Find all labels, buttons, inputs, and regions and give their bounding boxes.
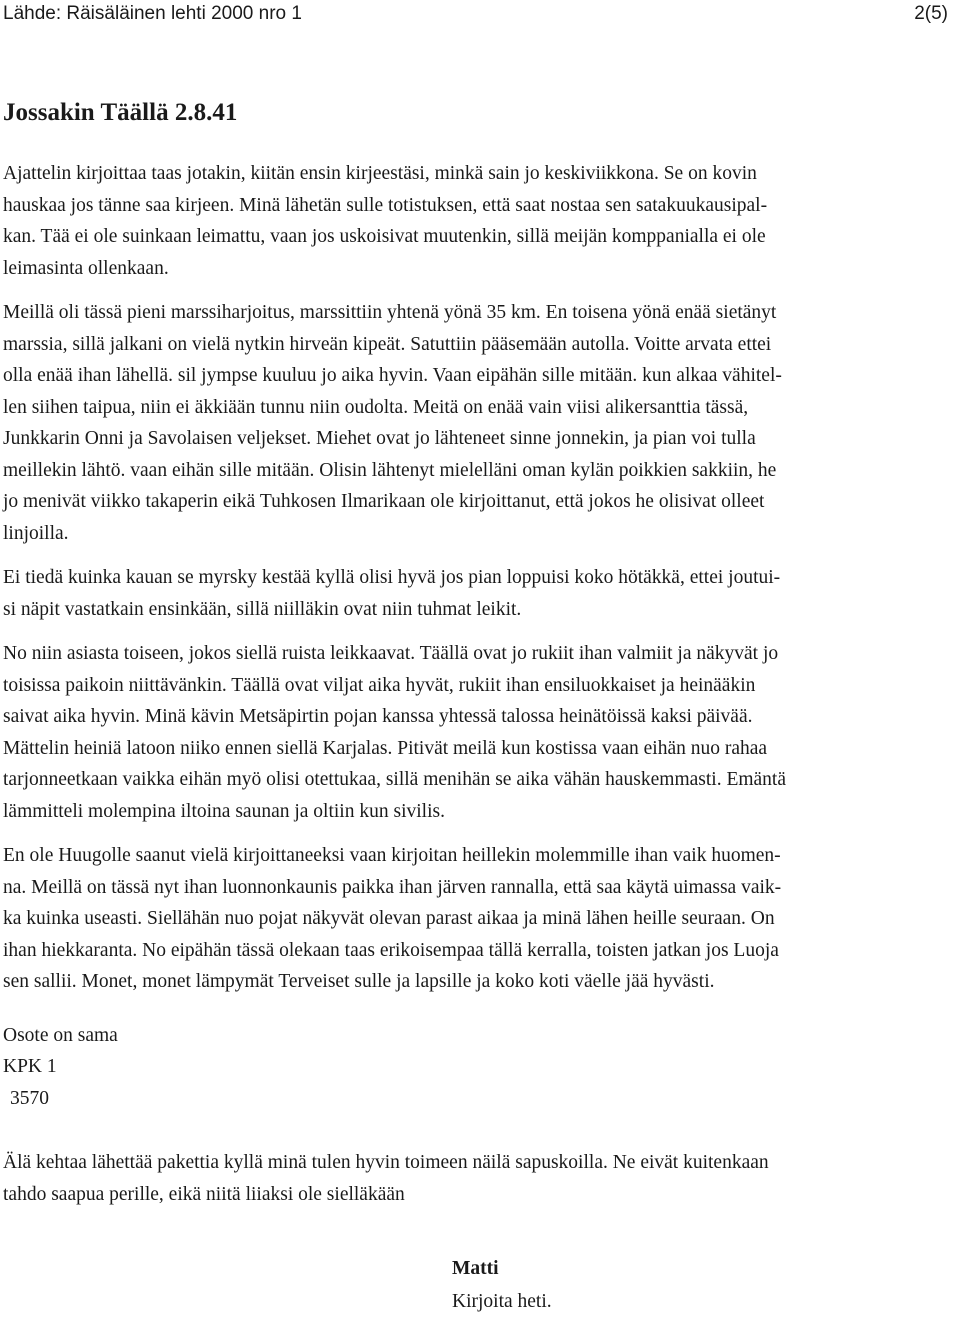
- address-line: Osote on sama: [3, 1024, 118, 1046]
- paragraph: Meillä oli tässä pieni marssiharjoitus, marssittiin yhtenä yönä 35 km. En toisena yönä enää sietänyt marssia, sillä jalkani on vielä nytkin hirveän kipeät. Satuttiin pääsemään autolla. Voitte arvata ettei olla enää ihan lähellä. sil jympse kuuluu jo aika hyvin. Vaan eipähän sille mitään. kun alkaa vähitel- len siihen taipua, niin ei äkkiään tunnu niin oudolta. Meitä on enää vain viisi alikersanttia tässä, Junkkarin Onni ja Savolaisen veljekset. Miehet ovat jo lähteneet sinne jonnekin, ja pian voi tulla meillekin lähtö. vaan eihän sille mitään. Olisin lähtenyt mielelläni oman kylän poikkien sakkiin, he jo menivät viikko takaperin eikä Tuhkosen Ilmarikaan ole kirjoittanut, että jokos he olisivat olleet linjoilla.: [3, 302, 782, 544]
- letter-body: [3, 98, 955, 1210]
- address-block: [3, 1020, 955, 1115]
- source-line: Lähde: Räisäläinen lehti 2000 nro 1: [3, 3, 302, 24]
- signature-block: [452, 1252, 552, 1318]
- letter-title: Jossakin Täällä 2.8.41: [3, 99, 238, 126]
- page-number: 2(5): [914, 3, 948, 24]
- address-line: KPK 1: [3, 1056, 57, 1077]
- paragraph: No niin asiasta toiseen, jokos siellä ruista leikkaavat. Täällä ovat jo rukiit ihan valmiit ja näkyvät jo toisissa paikoin niittävänkin. Täällä ovat viljat aika hyvät, rukiit ihan ensiluokkaiset ja heinääkin saivat aika hyvin. Minä kävin Metsäpirtin pojan kanssa yhtessä talossa heinätöissä kaksi päivää. Mättelin heiniä latoon niiko ennen siellä Karjalas. Pitivät meilä kun kostissa vaan eihän nuo rahaa tarjonneetkaan vaikka eihän myö olisi otettukaa, sillä menihän se aika vähän hauskemmasti. Emäntä lämmitteli molempina iltoina saunan ja oltiin kun sivilis.: [3, 643, 786, 822]
- paragraph: Ei tiedä kuinka kauan se myrsky kestää kyllä olisi hyvä jos pian loppuisi koko hötäkkä, ettei joutui- si näpit vastatkain ensinkään, sillä niilläkin ovat niin tuhmat leikit.: [3, 567, 781, 620]
- paragraph: En ole Huugolle saanut vielä kirjoittaneeksi vaan kirjoitan heillekin molemmille ihan vaik huomen- na. Meillä on tässä nyt ihan luonnonkaunis paikka ihan järven rannalla, että saa käytä uimassa vaik- ka kuinka useasti. Siellähän nuo pojat näkyvät olevan parast aikaa ja minä lähen heille seuraan. On ihan hiekkaranta. No eipähän tässä olekaan taas erikoisempaa tällä kerralla, toisten jatkan jos Luoja sen sallii. Monet, monet lämpymät Terveiset sulle ja lapsille ja koko koti väelle jää hyvästi.: [3, 845, 782, 992]
- paragraph: Ajattelin kirjoittaa taas jotakin, kiitän ensin kirjeestäsi, minkä sain jo keskiviikkona. Se on kovin hauskaa jos tänne saa kirjeen. Minä lähetän sulle totistuksen, että saat nostaa sen satakuukausipal- kan. Tää ei ole suinkaan leimattu, vaan jos uskoisivat muutenkin, sillä meijän komppanialla ei ole leimasinta ollenkaan.: [3, 163, 768, 279]
- signature-name: Matti: [452, 1258, 499, 1279]
- address-line: 3570: [10, 1087, 49, 1109]
- postscript: Älä kehtaa lähettää pakettia kyllä minä tulen hyvin toimeen näilä sapuskoilla. Ne eivät kuitenkaan tahdo saapua perille, eikä niitä liiaksi ole sielläkään: [3, 1152, 769, 1205]
- signature-note: Kirjoita heti.: [452, 1291, 552, 1312]
